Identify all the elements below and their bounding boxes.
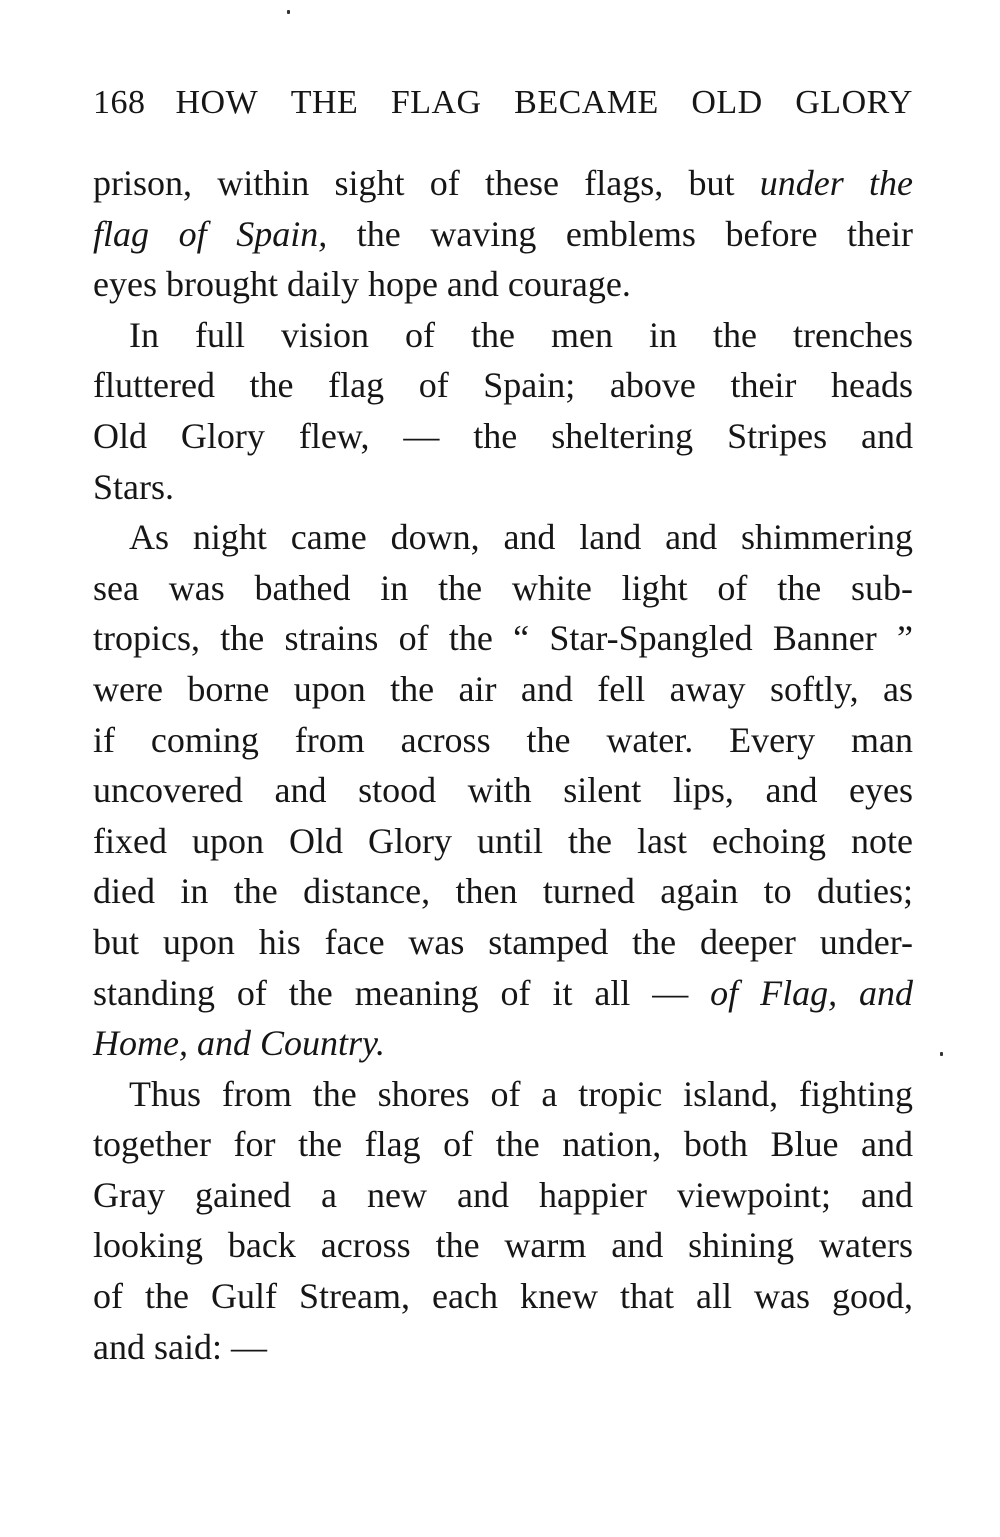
text-run: uncovered and stood with silent lips, and eyes [93, 770, 913, 811]
text-run: looking back across the warm and shining waters [93, 1225, 913, 1266]
text-run: fixed upon Old Glory until the last echoing note [93, 820, 913, 861]
print-speck [287, 10, 290, 14]
text-line [93, 1018, 913, 1069]
text-run: eyes brought daily hope and courage. [93, 264, 631, 305]
text-line [93, 816, 913, 867]
text-run: Thus from the shores of a tropic island, fighting [129, 1073, 913, 1114]
text-line [93, 613, 913, 664]
running-title-word: THE [290, 84, 359, 121]
text-run: In full vision of the men in the trenches [129, 314, 913, 355]
text-line [93, 1069, 913, 1120]
text-line [93, 1271, 913, 1322]
text-run: Gray gained a new and happier viewpoint; and [93, 1174, 913, 1215]
italic-text: flag of Spain, [93, 213, 328, 254]
running-title-word: BECAME [514, 84, 659, 121]
text-run: fluttered the flag of Spain; above their heads [93, 365, 913, 406]
text-line [93, 158, 913, 209]
running-title-word: HOW [175, 84, 259, 121]
text-run: but upon his face was stamped the deeper under- [93, 921, 913, 962]
text-run: and said: — [93, 1326, 267, 1367]
running-title-word: FLAG [390, 84, 482, 121]
text-run: Old Glory flew, — the sheltering Stripes and [93, 415, 913, 456]
text-line [93, 1170, 913, 1221]
italic-text: of Flag, and [710, 972, 913, 1013]
text-line [93, 563, 913, 614]
text-line [93, 310, 913, 361]
running-title-word: OLD [691, 84, 763, 121]
text-run: Stars. [93, 466, 174, 507]
italic-text: under the [759, 163, 913, 203]
text-run: the waving emblems before their [327, 213, 913, 254]
print-speck [940, 1052, 943, 1056]
text-line [93, 360, 913, 411]
paragraph [93, 512, 913, 1069]
text-line [93, 462, 913, 513]
text-line [93, 209, 913, 260]
running-title-word: GLORY [795, 84, 913, 121]
text-run: tropics, the strains of the “ Star-Spangled Banner ” [93, 618, 913, 659]
text-line [93, 512, 913, 563]
text-line [93, 1322, 913, 1373]
text-line [93, 917, 913, 968]
text-line [93, 968, 913, 1019]
text-line [93, 715, 913, 766]
running-title [176, 84, 914, 122]
text-run: died in the distance, then turned again to duties; [93, 871, 913, 912]
running-head [93, 84, 913, 128]
text-line [93, 259, 913, 310]
text-run: of the Gulf Stream, each knew that all was good, [93, 1276, 913, 1317]
page-number: 168 [93, 84, 146, 121]
text-run: if coming from across the water. Every man [93, 719, 913, 760]
text-run: together for the flag of the nation, both Blue and [93, 1124, 913, 1165]
text-run: standing of the meaning of it all — [93, 972, 711, 1013]
text-line [93, 411, 913, 462]
text-line [93, 1220, 913, 1271]
text-run: were borne upon the air and fell away softly, as [93, 668, 913, 709]
text-line [93, 765, 913, 816]
paragraph [93, 1069, 913, 1373]
text-run: prison, within sight of these flags, but [93, 163, 760, 203]
italic-text: Home, and Country. [93, 1023, 385, 1064]
text-line [93, 664, 913, 715]
body-text [93, 158, 913, 1372]
text-run: sea was bathed in the white light of the sub- [93, 567, 913, 608]
text-run: As night came down, and land and shimmering [129, 517, 913, 558]
text-line [93, 866, 913, 917]
text-line [93, 1119, 913, 1170]
paragraph [93, 310, 913, 512]
paragraph [93, 158, 913, 310]
